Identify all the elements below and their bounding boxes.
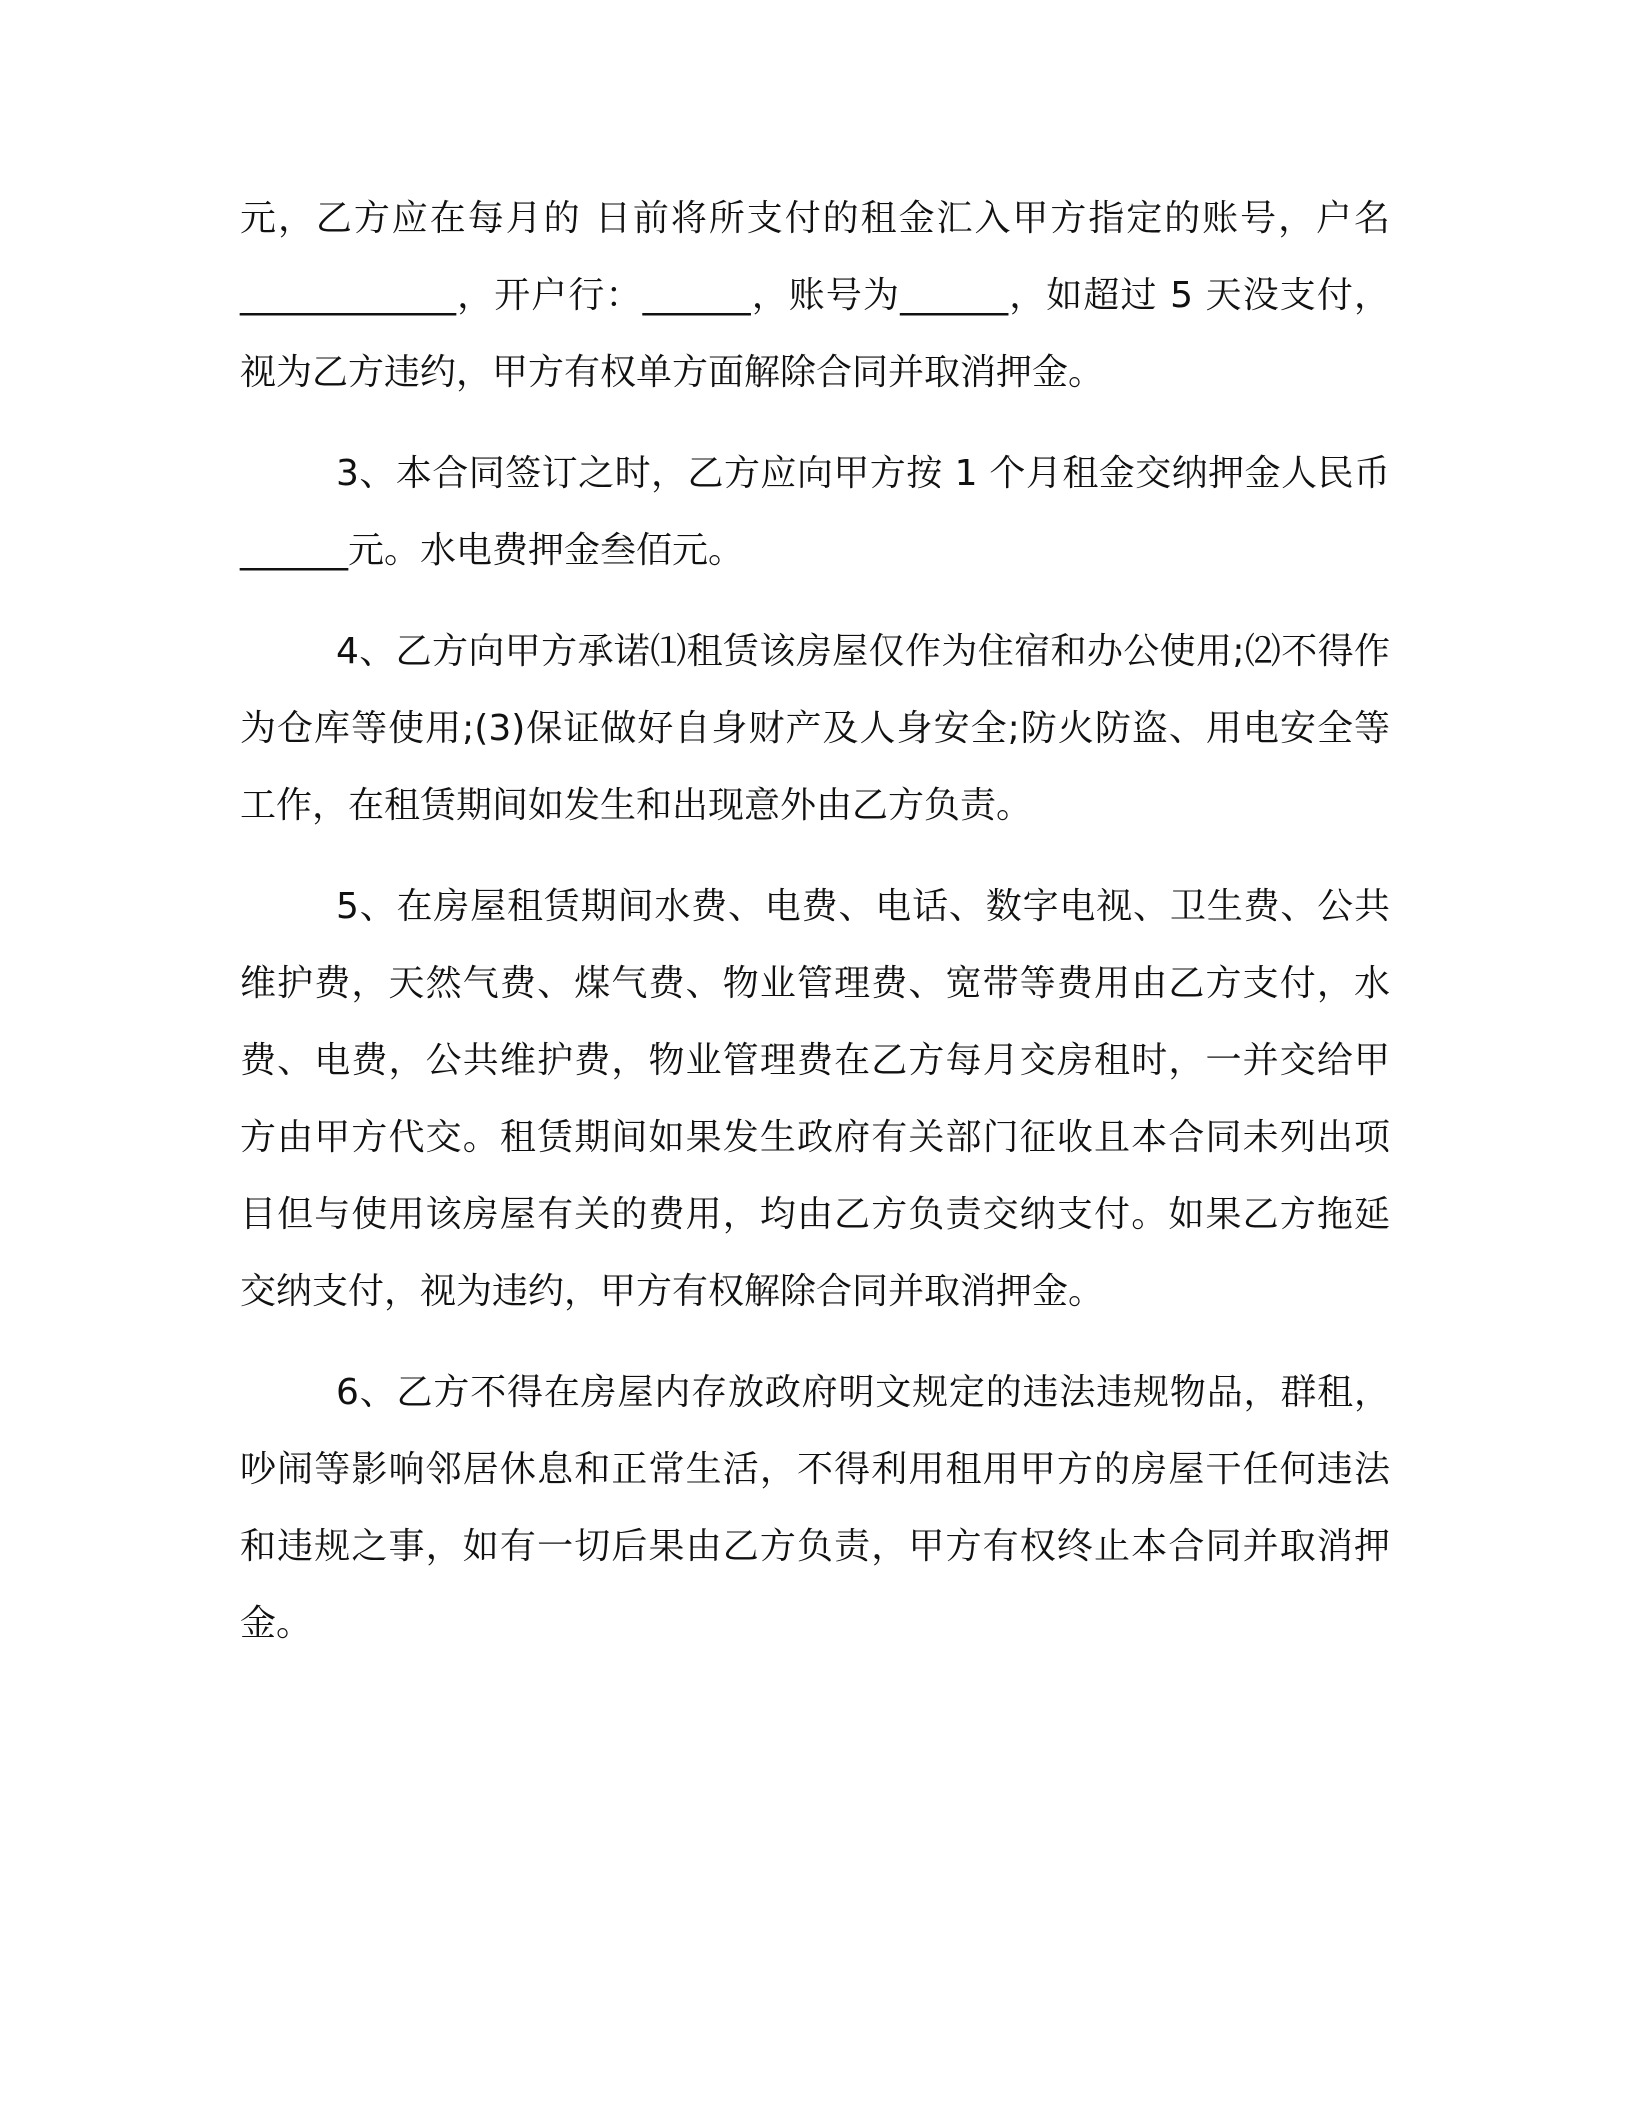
contract-body	[240, 180, 1390, 1686]
paragraph-deposit: 3、本合同签订之时，乙方应向甲方按 1 个月租金交纳押金人民币______元。水电费押金叁佰元。	[240, 453, 1390, 571]
paragraph-prohibitions: 6、乙方不得在房屋内存放政府明文规定的违法违规物品，群租，吵闹等影响邻居休息和正常生活，不得利用租用甲方的房屋干任何违法和违规之事，如有一切后果由乙方负责，甲方有权终止本合同并取消押金。	[240, 1372, 1390, 1644]
paragraph-usage-promise: 4、乙方向甲方承诺⑴租赁该房屋仅作为住宿和办公使用;⑵不得作为仓库等使用;(3)保证做好自身财产及人身安全;防火防盗、用电安全等工作，在租赁期间如发生和出现意外由乙方负责。	[240, 631, 1390, 826]
paragraph-rent-payment: 元，乙方应在每月的 日前将所支付的租金汇入甲方指定的账号，户名____________，开户行：______，账号为______，如超过 5 天没支付，视为乙方违约，甲方有权单方面解除合同并取消押金。	[240, 198, 1390, 393]
paragraph-fees: 5、在房屋租赁期间水费、电费、电话、数字电视、卫生费、公共维护费，天然气费、煤气费、物业管理费、宽带等费用由乙方支付，水费、电费，公共维护费，物业管理费在乙方每月交房租时，一并交给甲方由甲方代交。租赁期间如果发生政府有关部门征收且本合同未列出项目但与使用该房屋有关的费用，均由乙方负责交纳支付。如果乙方拖延交纳支付，视为违约，甲方有权解除合同并取消押金。	[240, 886, 1390, 1312]
